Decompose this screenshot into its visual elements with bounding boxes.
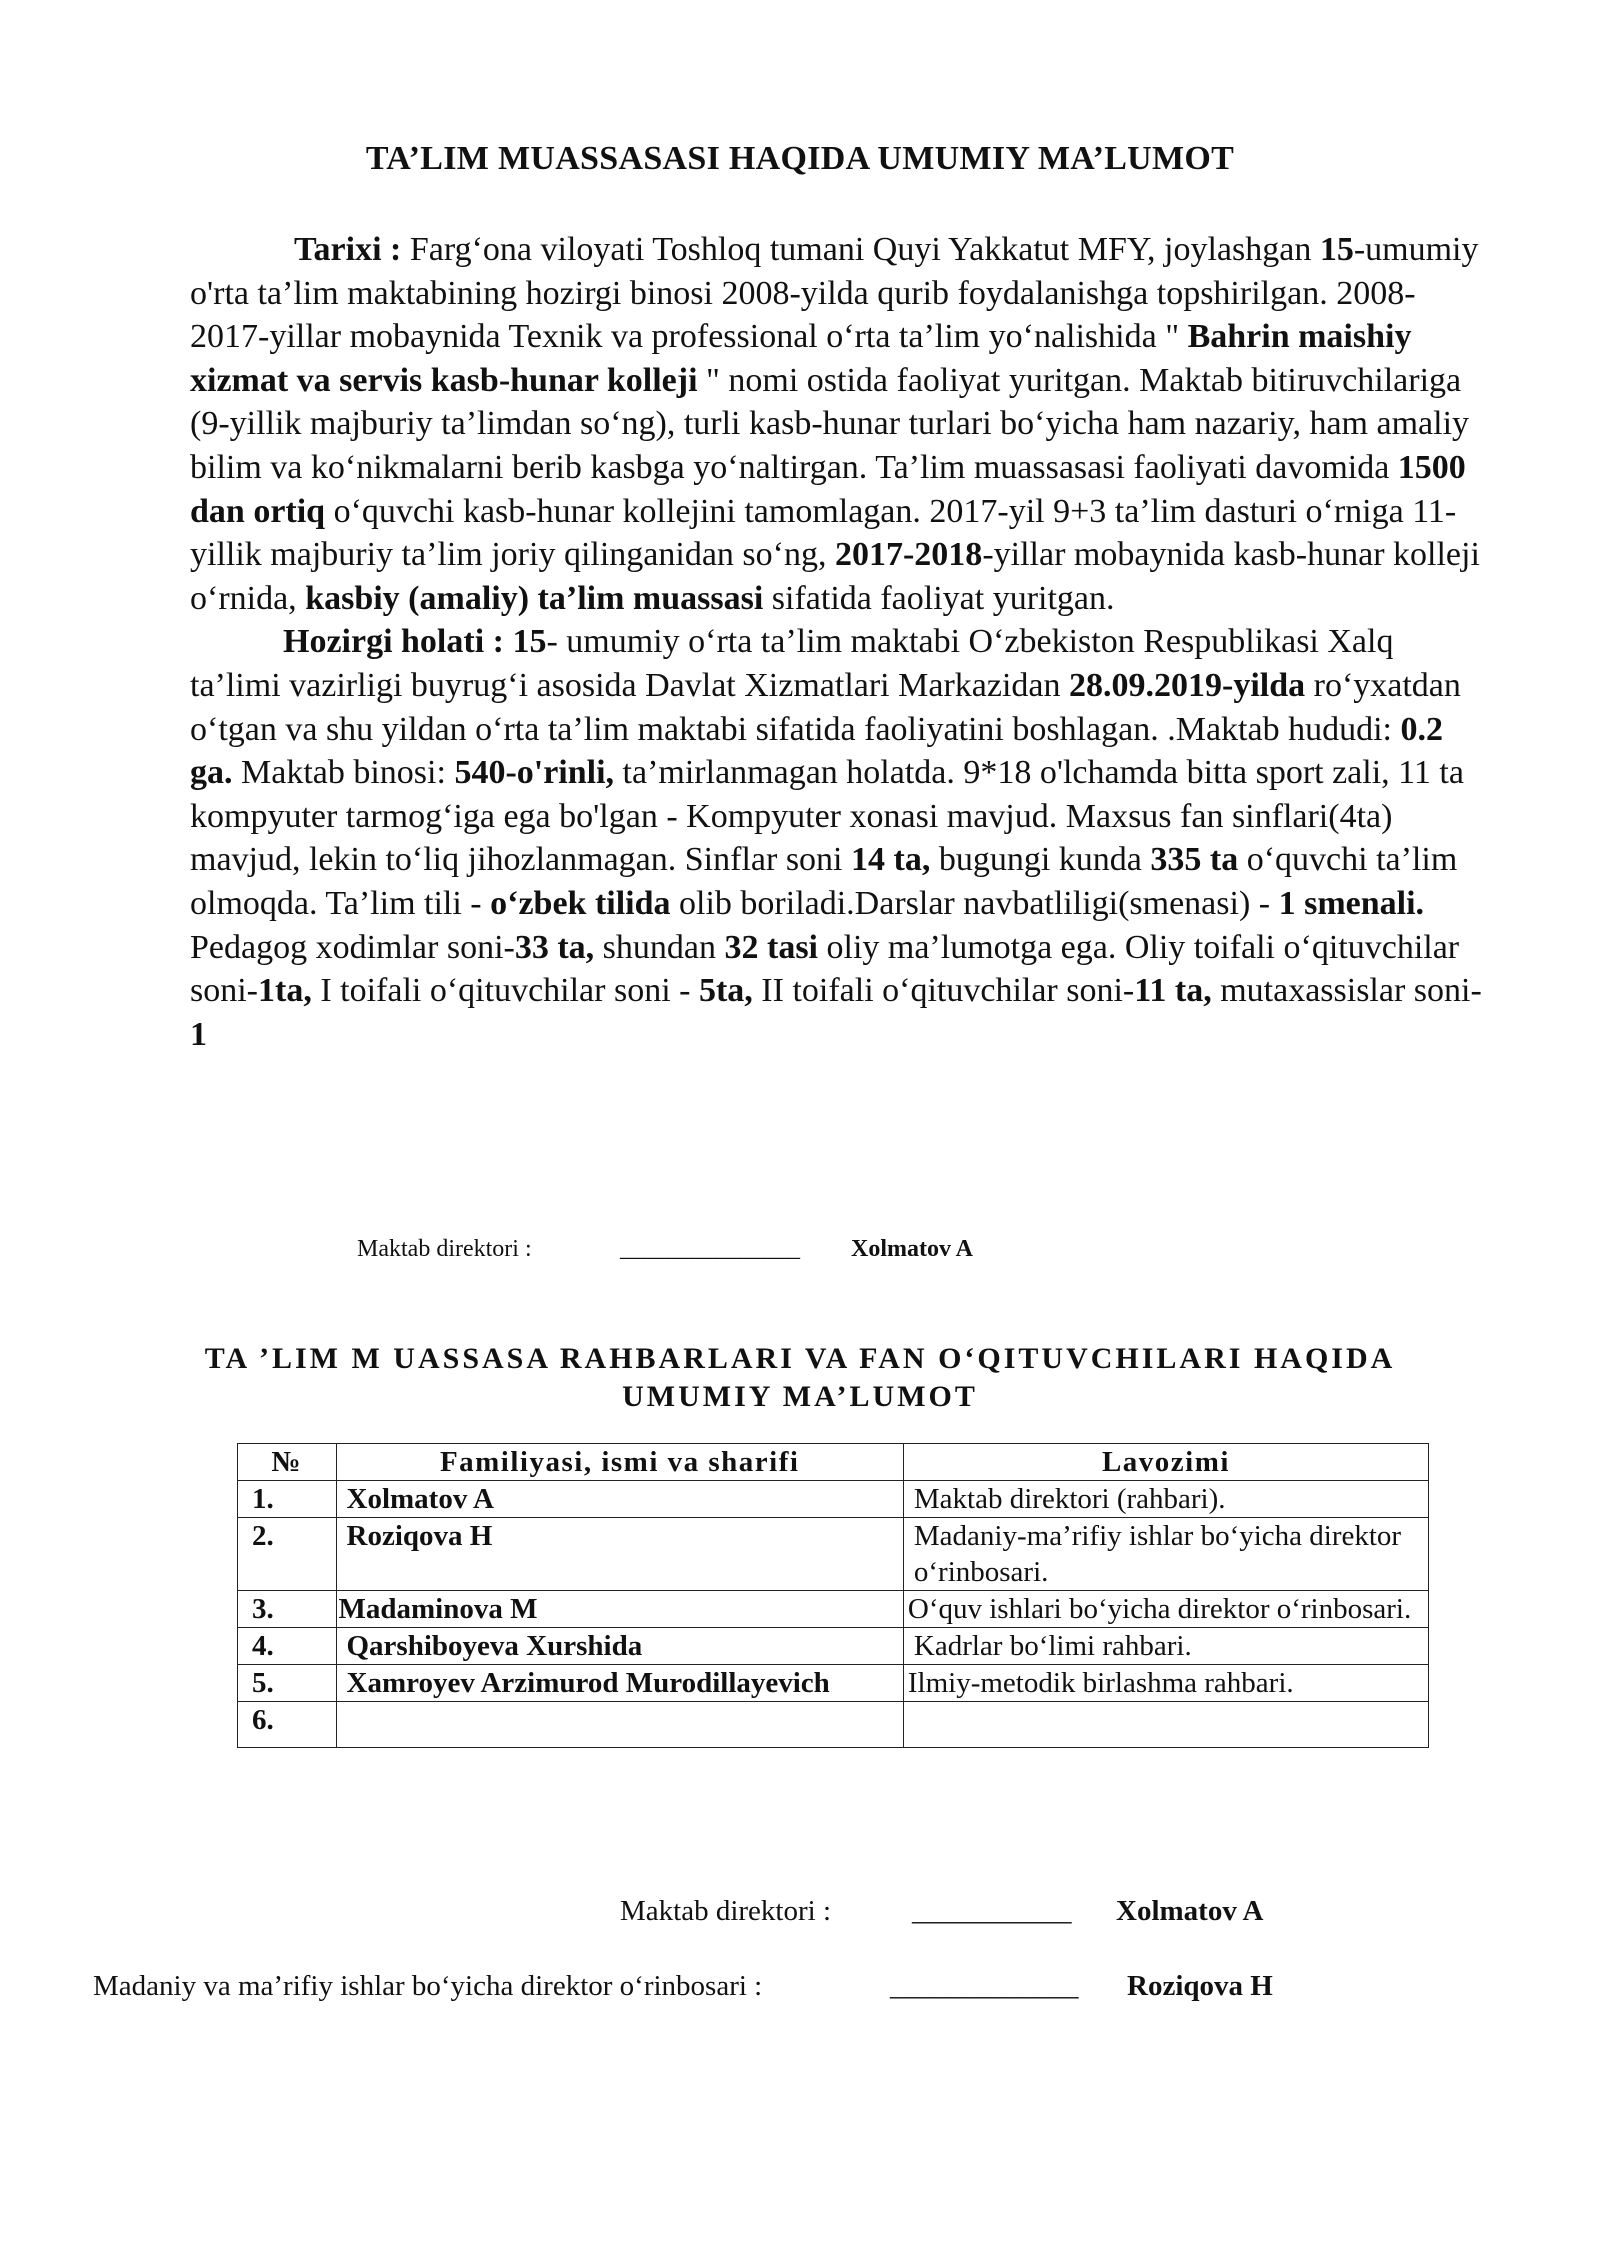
header-fullname: Familiyasi, ismi va sharifi xyxy=(336,1444,903,1481)
row-name: Madaminova M xyxy=(336,1591,903,1628)
signature-line: _____________ xyxy=(890,1970,1079,2002)
table-header-row xyxy=(238,1444,1429,1481)
current-state-label: Hozirgi holati : 15 xyxy=(283,623,547,661)
row-name: Xamroyev Arzimurod Murodillayevich xyxy=(336,1665,903,1702)
signature-line: _______________ xyxy=(620,1236,800,1262)
staff-title-line-1: TA ’LIM M UASSASA RAHBARLARI VA FAN O‘QITUVCHILARI HAQIDA xyxy=(204,1342,1396,1375)
table-row xyxy=(238,1628,1429,1665)
row-position: Madaniy-ma’rifiy ishlar bo‘yicha direktor o‘rinbosari. xyxy=(903,1518,1428,1591)
row-number: 4. xyxy=(238,1628,337,1665)
document-title: TA’LIM MUASSASASI HAQIDA UMUMIY MA’LUMOT xyxy=(365,140,1235,177)
deputy-signature xyxy=(0,1970,1600,2010)
director-signature-2 xyxy=(0,1895,1600,1935)
body-text xyxy=(190,228,1490,1056)
staff-section-title xyxy=(0,1340,1600,1416)
row-name: Roziqova H xyxy=(336,1518,903,1591)
row-name: Xolmatov A xyxy=(336,1481,903,1518)
current-state-paragraph: Hozirgi holati : 15- umumiy o‘rta ta’lim maktabi O‘zbekiston Respublikasi Xalq ta’limi vazirligi buyrug‘i asosida Davlat Xizmatlari Markazidan 28.09.2019-yilda ro‘yxatdan o‘tgan va shu yildan o‘rta ta’lim maktabi sifatida faoliyatini boshlagan. .Maktab hududi: 0.2 ga. Maktab binosi: 540-o'rinli, ta’mirlanmagan holatda. 9*18 o'lchamda bitta sport zali, 11 ta kompyuter tarmog‘iga ega bo'lgan - Kompyuter xonasi mavjud. Maxsus fan sinflari(4ta) mavjud, lekin to‘liq jihozlanmagan. Sinflar soni 14 ta, bugungi kunda 335 ta o‘quvchi ta’lim olmoqda. Ta’lim tili - o‘zbek tilida olib boriladi.Darslar navbatliligi(smenasi) - 1 smenali. Pedagog xodimlar soni-33 ta, shundan 32 tasi oliy ma’lumotga ega. Oliy toifali o‘qituvchilar soni-1ta, I toifali o‘qituvchilar soni - 5ta, II toifali o‘qituvchilar soni-11 ta, mutaxassislar soni-1 xyxy=(190,623,1482,1053)
table-row xyxy=(238,1702,1429,1748)
signature-name: Xolmatov A xyxy=(851,1236,973,1262)
row-position: Maktab direktori (rahbari). xyxy=(903,1481,1428,1518)
row-number: 1. xyxy=(238,1481,337,1518)
signature-label: Maktab direktori : xyxy=(357,1236,532,1262)
row-number: 3. xyxy=(238,1591,337,1628)
table-row xyxy=(238,1665,1429,1702)
row-position: O‘quv ishlari bo‘yicha direktor o‘rinbosari. xyxy=(903,1591,1428,1628)
row-name: Qarshiboyeva Xurshida xyxy=(336,1628,903,1665)
signature-line: ___________ xyxy=(912,1895,1072,1927)
row-number: 2. xyxy=(238,1518,337,1591)
history-label: Tarixi : xyxy=(294,231,402,268)
row-position: Kadrlar bo‘limi rahbari. xyxy=(903,1628,1428,1665)
table-row xyxy=(238,1591,1429,1628)
signature-name: Xolmatov A xyxy=(1116,1895,1264,1927)
history-paragraph: Tarixi : Farg‘ona viloyati Toshloq tumani Quyi Yakkatut MFY, joylashgan 15-umumiy o'rta ta’lim maktabining hozirgi binosi 2008-yilda qurib foydalanishga topshirilgan. 2008-2017-yillar mobaynida Texnik va professional o‘rta ta’lim yo‘nalishida " Bahrin maishiy xizmat va servis kasb-hunar kolleji " nomi ostida faoliyat yuritgan. Maktab bitiruvchilariga (9-yillik majburiy ta’limdan so‘ng), turli kasb-hunar turlari bo‘yicha ham nazariy, ham amaliy bilim va ko‘nikmalarni berib kasbga yo‘naltirgan. Ta’lim muassasasi faoliyati davomida 1500 dan ortiq o‘quvchi kasb-hunar kollejini tamomlagan. 2017-yil 9+3 ta’lim dasturi o‘rniga 11-yillik majburiy ta’lim joriy qilinganidan so‘ng, 2017-2018-yillar mobaynida kasb-hunar kolleji o‘rnida, kasbiy (amaliy) ta’lim muassasi sifatida faoliyat yuritgan. xyxy=(190,231,1480,617)
row-position: Ilmiy-metodik birlashma rahbari. xyxy=(903,1665,1428,1702)
row-number: 5. xyxy=(238,1665,337,1702)
row-name xyxy=(336,1702,903,1748)
staff-title-line-2: UMUMIY MA’LUMOT xyxy=(622,1380,978,1413)
signature-label: Madaniy va ma’rifiy ishlar bo‘yicha direktor o‘rinbosari : xyxy=(93,1970,763,2002)
signature-label: Maktab direktori : xyxy=(620,1895,832,1927)
table-row xyxy=(238,1518,1429,1591)
header-position: Lavozimi xyxy=(903,1444,1428,1481)
header-number: № xyxy=(238,1444,337,1481)
staff-table xyxy=(237,1443,1429,1748)
row-position xyxy=(903,1702,1428,1748)
signature-name: Roziqova H xyxy=(1127,1970,1273,2002)
row-number: 6. xyxy=(238,1702,337,1748)
table-row xyxy=(238,1481,1429,1518)
